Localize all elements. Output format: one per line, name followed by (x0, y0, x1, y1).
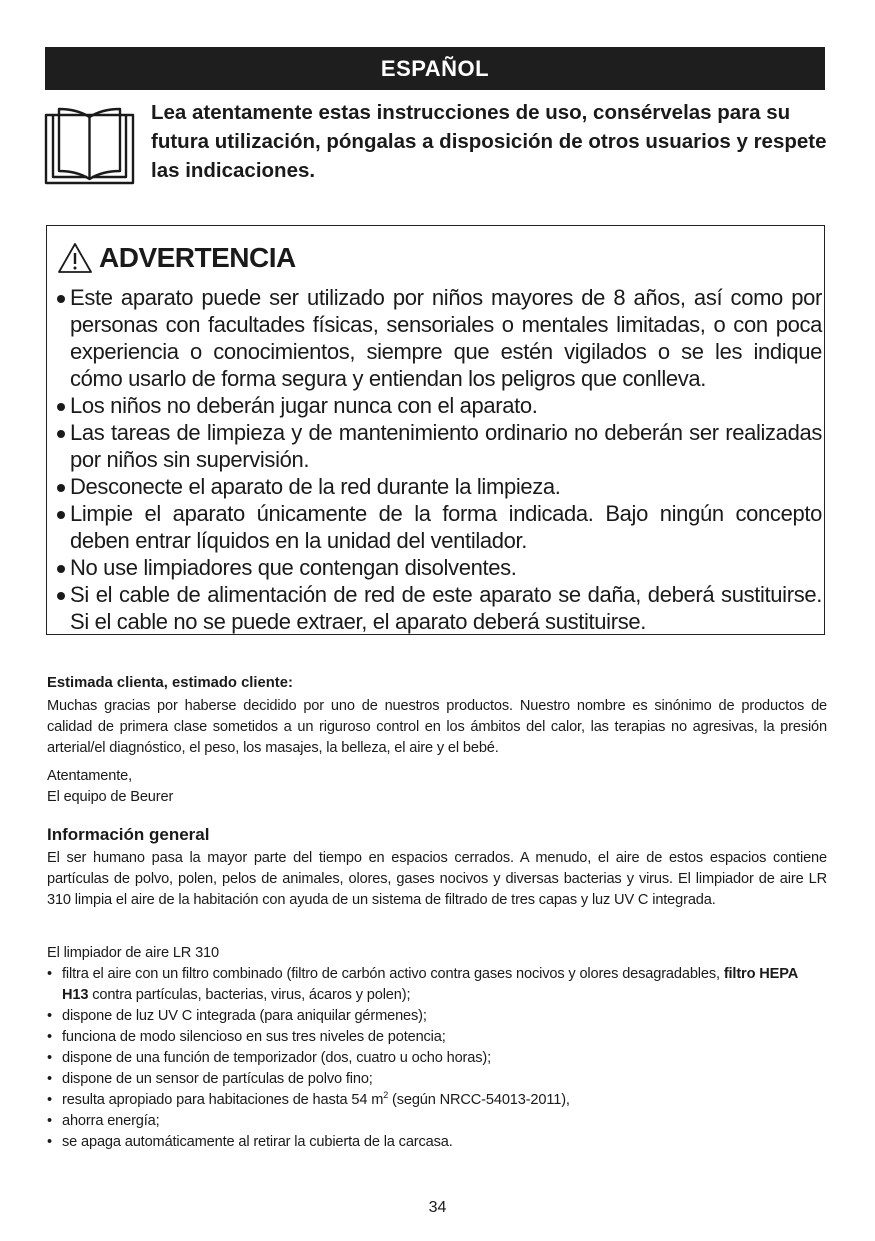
warning-item: No use limpiadores que contengan disolventes. (57, 554, 822, 581)
warning-item: Las tareas de limpieza y de mantenimiento ordinario no deberán ser realizadas por niños sin supervisión. (57, 419, 822, 473)
feature-item: • ahorra energía; (47, 1111, 827, 1132)
feature-item: • dispone de luz UV C integrada (para aniquilar gérmenes); (47, 1006, 827, 1027)
superscript: 2 (383, 1090, 389, 1100)
feature-list (47, 964, 827, 1153)
warning-item: Si el cable de alimentación de red de este aparato se daña, deberá sustituirse. Si el cable no se puede extraer, el aparato deberá sustituirse. (57, 581, 822, 635)
general-info-heading: Información general (47, 825, 210, 844)
language-label: ESPAÑOL (380, 55, 490, 81)
greeting-heading: Estimada clienta, estimado cliente: (47, 675, 293, 691)
warning-box (46, 225, 825, 635)
device-intro: El limpiador de aire LR 310 (47, 945, 219, 961)
feature-text: contra partículas, bacterias, virus, ácaros y polen); (88, 987, 411, 1003)
greeting-paragraph: Muchas gracias por haberse decidido por uno de nuestros productos. Nuestro nombre es sinónimo de productos de calidad de primera clase sometidos a un riguroso control en los ámbitos del calor, las terapias no agresivas, la presión arterial/el diagnóstico, el peso, los masajes, la belleza, el aire y el bebé. (47, 698, 827, 756)
closing: Atentamente, (47, 768, 133, 784)
feature-text: filtra el aire con un filtro combinado (filtro de carbón activo contra gases nocivos y olores desagradables, (62, 966, 724, 982)
signoff (47, 766, 827, 808)
feature-item: • se apaga automáticamente al retirar la cubierta de la carcasa. (47, 1132, 827, 1153)
intro-instructions: Lea atentamente estas instrucciones de uso, consérvelas para su futura utilización, póngalas a disposición de otros usuarios y respete las indicaciones. (151, 101, 827, 182)
warning-triangle-icon (57, 242, 93, 274)
warning-item: Este aparato puede ser utilizado por niños mayores de 8 años, así como por personas con facultades físicas, sensoriales o mentales limitadas, o con poca experiencia o conocimientos, siempre que estén vigilados o se les indique cómo usarlo de forma segura y entiendan los peligros que conlleva. (57, 284, 822, 392)
general-info-paragraph: El ser humano pasa la mayor parte del tiempo en espacios cerrados. A menudo, el aire de estos espacios contiene partículas de polvo, polen, pelos de animales, olores, gases nocivos y diversas bacterias y virus. El limpiador de aire LR 310 limpia el aire de la habitación con ayuda de un sistema de filtrado de tres capas y luz UV C integrada. (47, 850, 827, 908)
feature-item: • funciona de modo silencioso en sus tres niveles de potencia; (47, 1027, 827, 1048)
feature-item (47, 1090, 827, 1111)
warning-item: Limpie el aparato únicamente de la forma indicada. Bajo ningún concepto deben entrar líquidos en la unidad del ventilador. (57, 500, 822, 554)
warning-heading (57, 238, 296, 278)
warning-list (57, 284, 822, 635)
feature-item: • dispone de un sensor de partículas de polvo fino; (47, 1069, 827, 1090)
feature-item (47, 964, 827, 1006)
warning-item: Los niños no deberán jugar nunca con el aparato. (57, 392, 822, 419)
feature-bold: filtro HEPA H13 (62, 966, 798, 1003)
feature-item: • dispone de una función de temporizador (dos, cuatro u ocho horas); (47, 1048, 827, 1069)
signature: El equipo de Beurer (47, 789, 174, 805)
language-header (45, 47, 825, 90)
warning-item: Desconecte el aparato de la red durante la limpieza. (57, 473, 822, 500)
page-number: 34 (428, 1199, 447, 1216)
open-book-icon (44, 101, 135, 185)
feature-text: resulta apropiado para habitaciones de hasta 54 m (62, 1092, 384, 1108)
warning-title: ADVERTENCIA (99, 242, 296, 273)
feature-text: (según NRCC-54013-2011), (388, 1092, 570, 1108)
